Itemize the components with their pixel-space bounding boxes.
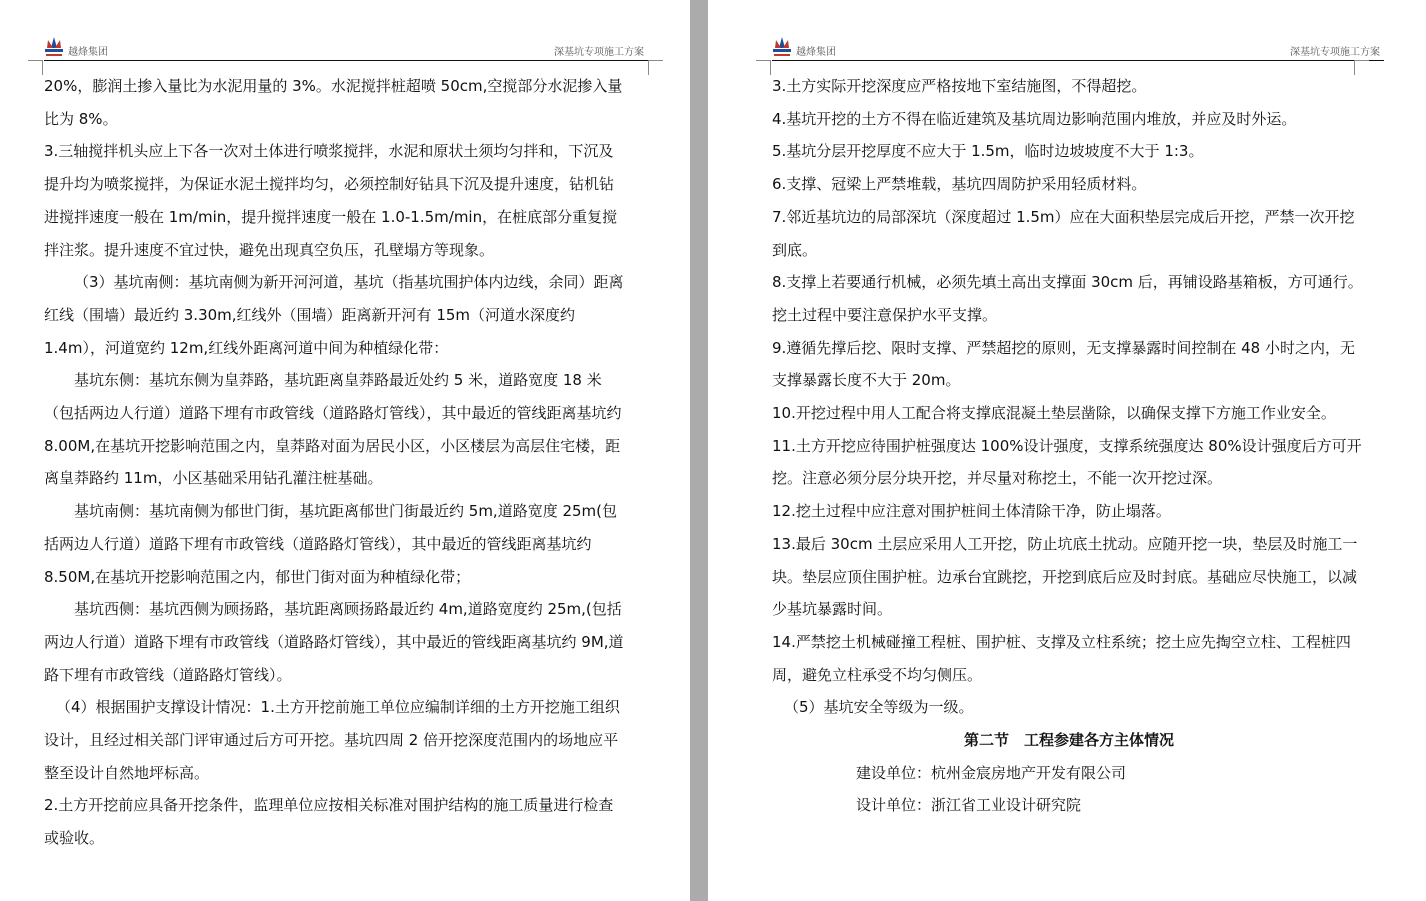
- company-name: 越烽集团: [68, 47, 108, 58]
- company-name: 越烽集团: [796, 47, 836, 58]
- header-divider: [772, 60, 1384, 61]
- page-header: [44, 36, 648, 64]
- page-body: [44, 70, 628, 855]
- paragraph: （3）基坑南侧：基坑南侧为新开河河道，基坑（指基坑围护体内边线，余同）距离红线（围墙）最近约 3.30m,红线外（围墙）距离新开河有 15m（河道水深度约 1.4m），河道宽约 12m,红线外距离河道中间为种植绿化带：: [44, 273, 624, 357]
- paragraph: 6.支撑、冠梁上严禁堆载，基坑四周防护采用轻质材料。: [772, 175, 1147, 194]
- paragraph: 4.基坑开挖的土方不得在临近建筑及基坑周边影响范围内堆放，并应及时外运。: [772, 109, 1297, 128]
- paragraph: 8.支撑上若要通行机械，必须先填土高出支撑面 30cm 后，再铺设路基箱板，方可通行。挖土过程中要注意保护水平支撑。: [772, 273, 1363, 324]
- paragraph: 11.土方开挖应待围护桩强度达 100%设计强度，支撑系统强度达 80%设计强度后方可开挖。注意必须分层分块开挖，并尽量对称挖土，不能一次开挖过深。: [772, 436, 1362, 488]
- header-divider: [44, 60, 648, 61]
- paragraph: 9.遵循先撑后挖、限时支撑、严禁超挖的原则，无支撑暴露时间控制在 48 小时之内，无支撑暴露长度不大于 20m。: [772, 338, 1355, 390]
- paragraph: （4）根据围护支撑设计情况：1.土方开挖前施工单位应编制详细的土方开挖施工组织设计，且经过相关部门评审通过后方可开挖。基坑四周 2 倍开挖深度范围内的场地应平整至设计自然地坪标高。: [44, 698, 620, 782]
- paragraph: 5.基坑分层开挖厚度不应大于 1.5m，临时边坡坡度不大于 1:3。: [772, 142, 1204, 161]
- document-page-right: [708, 0, 1426, 901]
- paragraph: 20%，膨润土掺入量比为水泥用量的 3%。水泥搅拌桩超喷 50cm,空搅部分水泥掺入量比为 8%。: [44, 77, 623, 128]
- crop-mark: [28, 60, 43, 75]
- paragraph: 基坑东侧：基坑东侧为皇莽路，基坑距离皇莽路最近处约 5 米，道路宽度 18 米（包括两边人行道）道路下埋有市政管线（道路路灯管线），其中最近的管线距离基坑约 8.00M,在基坑开挖影响范围之内，皇莽路对面为居民小区，小区楼层为高层住宅楼，距离皇莽路约 11m，小区基础采用钻孔灌注桩基础。: [44, 371, 622, 488]
- paragraph: 10.开挖过程中用人工配合将支撑底混凝土垫层凿除，以确保支撑下方施工作业安全。: [772, 404, 1336, 423]
- paragraph: 基坑西侧：基坑西侧为顾扬路，基坑距离顾扬路最近约 4m,道路宽度约 25m,(包括两边人行道）道路下埋有市政管线（道路路灯管线），其中最近的管线距离基坑约 9M,道路下埋有市政管线（道路路灯管线）。: [44, 600, 624, 684]
- company-logo-icon: [44, 36, 64, 58]
- paragraph: 3.三轴搅拌机头应上下各一次对土体进行喷浆搅拌，水泥和原状土须均匀拌和，下沉及提升均为喷浆搅拌，为保证水泥土搅拌均匀，必须控制好钻具下沉及提升速度，钻机钻进搅拌速度一般在 1m/min，提升搅拌速度一般在 1.0-1.5m/min，在桩底部分重复搅拌注浆。提升速度不宜过快，避免出现真空负压，孔壁塌方等现象。: [44, 142, 618, 259]
- section-heading: 第二节 工程参建各方主体情况: [963, 731, 1174, 750]
- paragraph: 12.挖土过程中应注意对围护桩间土体清除干净，防止塌落。: [772, 502, 1171, 521]
- paragraph: （5）基坑安全等级为一级。: [784, 698, 974, 717]
- participant-unit: 设计单位：浙江省工业设计研究院: [856, 796, 1082, 815]
- crop-mark: [648, 60, 663, 75]
- participant-unit: 建设单位：杭州金宸房地产开发有限公司: [856, 763, 1127, 782]
- paragraph: 14.严禁挖土机械碰撞工程桩、围护桩、支撑及立柱系统；挖土应先掏空立柱、工程桩四周，避免立柱承受不均匀侧压。: [772, 632, 1351, 684]
- page-body: [772, 70, 1366, 822]
- paragraph: 基坑南侧：基坑南侧为郁世门街，基坑距离郁世门街最近约 5m,道路宽度 25m(包括两边人行道）道路下埋有市政管线（道路路灯管线），其中最近的管线距离基坑约 8.50M,在基坑开挖影响范围之内，郁世门街对面为种植绿化带；: [44, 502, 618, 586]
- paragraph: 7.邻近基坑边的局部深坑（深度超过 1.5m）应在大面积垫层完成后开挖，严禁一次开挖到底。: [772, 207, 1355, 259]
- document-title: 深基坑专项施工方案: [554, 47, 644, 58]
- document-title: 深基坑专项施工方案: [1290, 47, 1380, 58]
- paragraph: 3.土方实际开挖深度应严格按地下室结施图，不得超挖。: [772, 77, 1147, 95]
- document-page-left: [0, 0, 690, 901]
- paragraph: 13.最后 30cm 土层应采用人工开挖，防止坑底土扰动。应随开挖一块，垫层及时施工一块。垫层应顶住围护桩。边承台宜跳挖，开挖到底后应及时封底。基础应尽快施工，以减少基坑暴露时间。: [772, 534, 1358, 619]
- page-header: [772, 36, 1384, 64]
- crop-mark: [756, 60, 771, 75]
- company-logo-icon: [772, 36, 792, 58]
- paragraph: 2.土方开挖前应具备开挖条件，监理单位应按相关标准对围护结构的施工质量进行检查或验收。: [44, 796, 614, 848]
